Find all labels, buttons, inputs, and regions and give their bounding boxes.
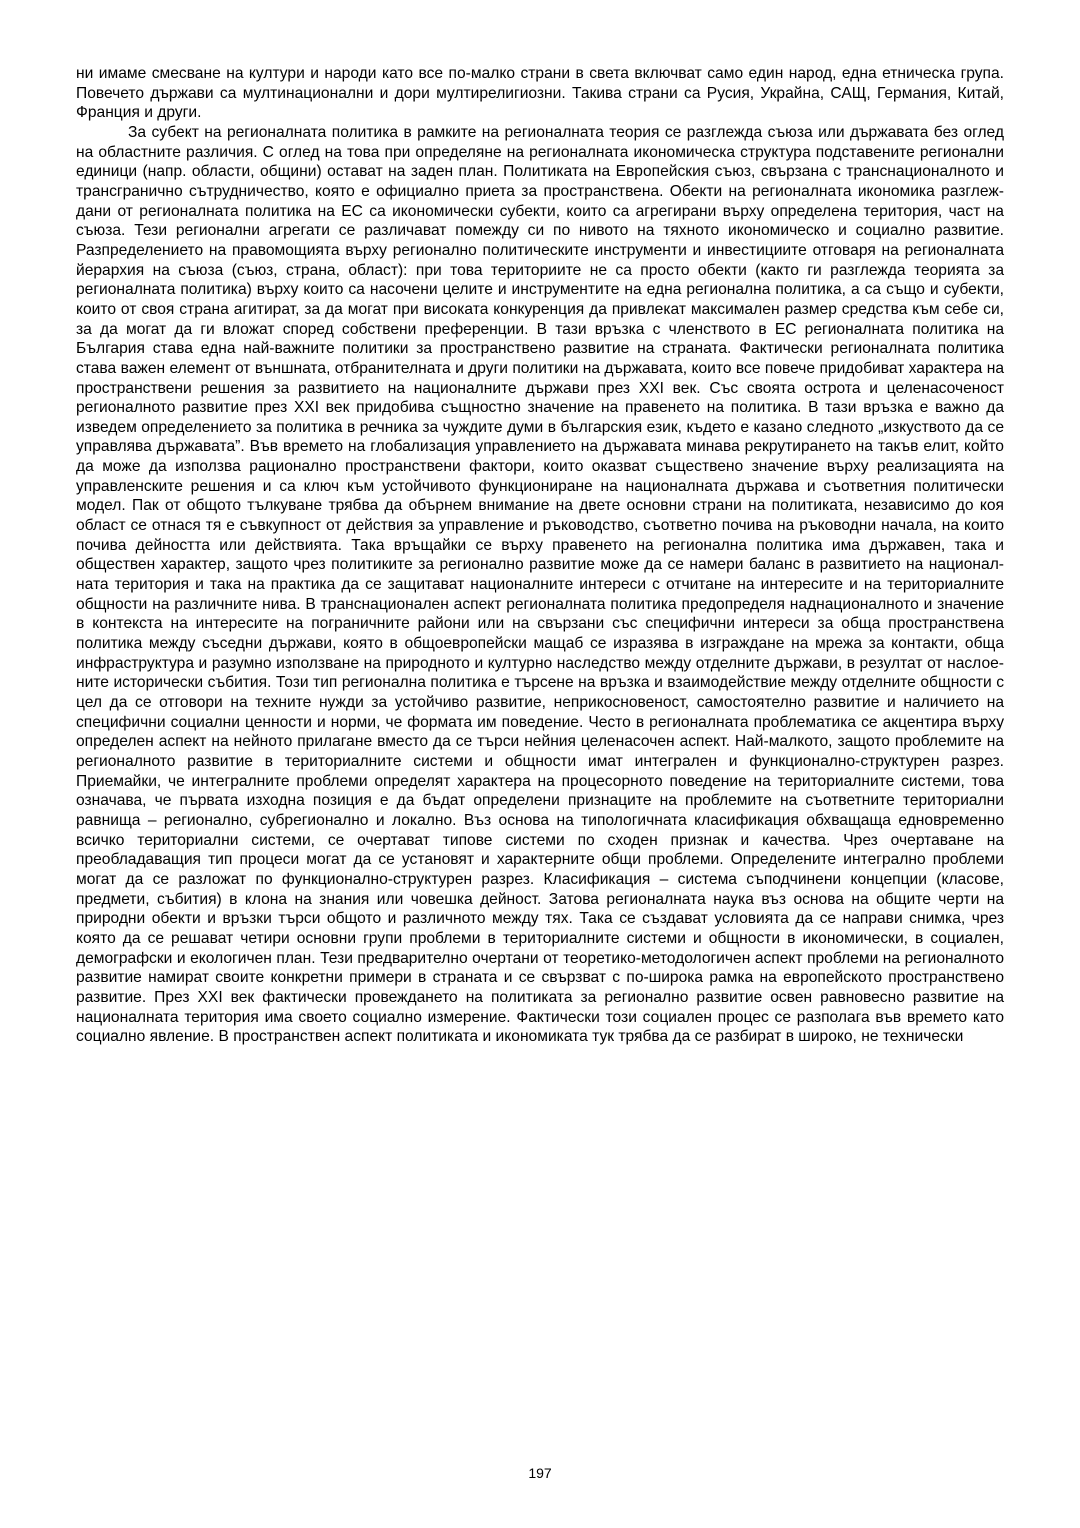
paragraph-continuation: ни имаме смесване на култури и народи като все по-малко страни в света включват само един народ, една етническа група. Повечето държави са мултинационални и дори мултирелигиозни. Такива страни са Русия, Украйна, САЩ, Германия, Китай, Франция и други. — [76, 65, 1004, 122]
page-number: 197 — [528, 1465, 552, 1481]
paragraph-regional-policy: За субект на регионалната политика в рамките на регионалната теория се разглежда съюза или държавата без оглед на областните различия. С оглед на това при определяне на регионалната икономическа структура подставените регионални единици (напр. области, общини) остават на заден план. Политиката на Европейския съюз, свързана с транснационалното и трансгранично сътрудничество, която е официално приета за пространствена. Обекти на регионалната икономика разглеждани от регионалната политика на ЕС са икономически субекти, които са агрегирани върху определена територия, част на съюза. Тези регионални агрегати се различават помежду си по нивото на тяхното икономическо и социално развитие. Разпределението на правомощията върху регионално политическите инструменти и инвестициите отговаря на регионалната йерархия на съюза (съюз, страна, област): при това териториите не са просто обекти (както ги разглежда теорията за регионалната политика) върху които са насочени целите и инструментите на една регионална политика, а са също и субекти, които от своя страна агитират, за да могат при високата конкуренция да привлекат максимален размер средства към себе си, за да могат да ги вложат според собствени преференции. В тази връзка с членството в ЕС регионалната политика на България става една най-важните политики за пространствено развитие на страната. Фактически регионалната политика става важен елемент от външната, отбранителната и други политики на държавата, които все повече придобиват характера на пространствени решения за развитието на националните държави през XXI век. Със своята острота и целенасоченост регионалното развитие през XXI век придобива същностно значение на правенето на политика. В тази връзка е важно да изведем определението за политика в речника за чуждите думи в българския език, където е казано следното „изкуството да се управлява държавата”. Във времето на глобализация управлението на държавата минава рекрутирането на такъв елит, който да може да използва рационално пространствени фактори, които оказват съществено значение върху реализацията на управленските решения и са ключ към устойчивото функциониране на националната държава и съответния политически модел. Пак от общото тълкуване трябва да обърнем внимание на двете основни страни на политиката, независимо до коя област се отнася тя е съвкупност от действия за управление и ръководство, съответно почива на ръководни начала, на които почива дейността или действията. Така връщайки се върху правенето на регионална политика има държавен, така и обществен характер, защото чрез политиките за регионално развитие може да се намери баланс в развитието на националната територия и така на практика да се защитават националните интереси с отчитане на интересите и на териториалните общности на различните нива. В транснационален аспект регионалната политика предопределя наднационалното и значение в контекста на интересите на пограничните райони или на свързани със специфични интереси за обща пространствена политика между съседни държави, която в общоевропейски мащаб се изразява в изграждане на мрежа за контакти, обща инфраструктура и разумно използване на природното и културно наследство между отделните държави, в резултат от наслоените исторически събития. Този тип регионална политика е търсене на връзка и взаимодействие между отделните общности с цел да се отговори на техните нужди за устойчиво развитие, неприкосновеност, самостоятелно развитие и наличието на специфични социални ценности и норми, че формата им поведение. Често в регионалната проблематика се акцентира върху определен аспект на нейното прилагане вместо да се търси нейния целенасочен аспект. Най-малкото, защото проблемите на регионалното развитие в териториалните системи и общности имат интегрален и функционално-структурен разрез. Приемайки, че интегралните проблеми определят характера на процесорното поведение на териториалните системи, това означава, че първата изходна позиция е да бъдат определени признаците на проблемите на съответните териториални равнища – регионално, субрегионално и локално. Въз основа на типологичната класификация обхващаща едновременно всичко териториални системи, се очертават типове системи по сходен признак и качества. Чрез очертаване на преобладаващия тип процеси могат да се установят и характерните общи проблеми. Определените интегрално проблеми могат да се разложат по функционално-структурен разрез. Класификация – система съподчинени концепции (класове, предмети, събития) в клона на знания или човешка дейност. Затова регионалната наука въз основа на общите черти на природни обекти и връзки търси общото и различното между тях. Така се създават условията да се направи снимка, чрез която да се решават четири основни групи проблеми в териториалните системи и общности в икономически, в социален, демографски и екологичен план. Тези предварително очертани от теоретико-методологичен аспект проблеми на регионалното развитие намират своите конкретни примери в страната и се свързват с по-широка рамка на европейското пространствено развитие. През XXI век фактически провеждането на политиката за регионално развитие освен равновесно развитие на националната територия има своето социално измерение. Фактически този социален процес се разполага във времето като социално явление. В пространствен аспект политиката и икономиката тук трябва да се разбират в широко, не технически — [76, 123, 1004, 1046]
